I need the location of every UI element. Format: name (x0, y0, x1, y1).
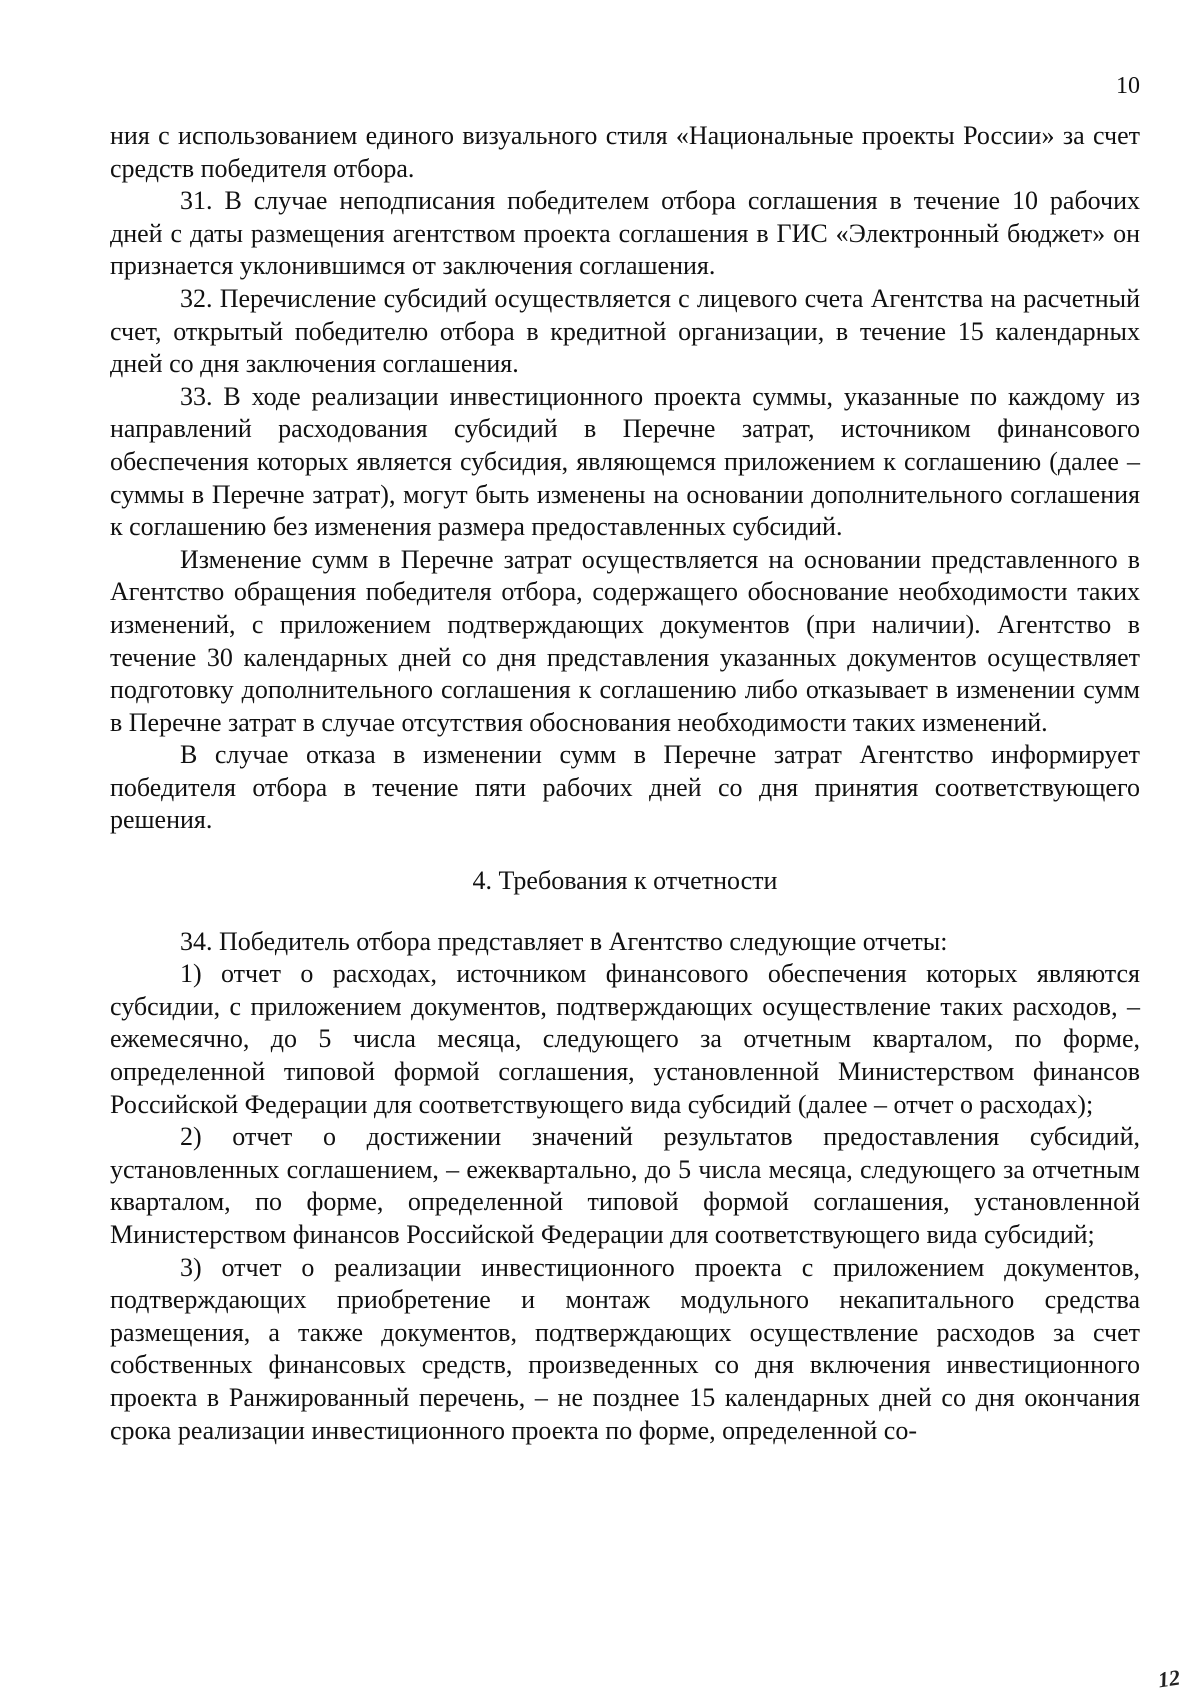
paragraph-report-1: 1) отчет о расходах, источником финансового обеспечения которых являются субсидии, с приложением документов, подтверждающих осуществление таких расходов, – ежемесячно, до 5 числа месяца, следующего за отчетным кварталом, по форме, определенной типовой формой соглашения, установленной Министерством финансов Российской Федерации для соответствующего вида субсидий (далее – отчет о расходах); (110, 959, 1140, 1119)
paragraph-report-3: 3) отчет о реализации инвестиционного проекта с приложением документов, подтверждающих приобретение и монтаж модульного некапитального средства размещения, а также документов, подтверждающих осуществление расходов за счет собственных финансовых средств, произведенных со дня включения инвестиционного проекта в Ранжированный перечень, – не позднее 15 календарных дней со дня окончания срока реализации инвестиционного проекта по форме, определенной со- (110, 1252, 1140, 1445)
paragraph-item-32: 32. Перечисление субсидий осуществляется с лицевого счета Агентства на расчетный счет, открытый победителю отбора в кредитной организации, в течение 15 календарных дней со дня заключения соглашения. (110, 283, 1140, 379)
paragraph-amount-change: Изменение сумм в Перечне затрат осуществляется на основании представленного в Агентство обращения победителя отбора, содержащего обоснование необходимости таких изменений, с приложением подтверждающих документов (при наличии). Агентство в течение 30 календарных дней со дня представления указанных документов осуществляет подготовку дополнительного соглашения к соглашению либо отказывает в изменении сумм в Перечне затрат в случае отсутствия обоснования необходимости таких изменений. (110, 544, 1140, 737)
paragraph-continuation: ния с использованием единого визуального стиля «Национальные проекты России» за счет средств победителя отбора. (110, 121, 1140, 183)
handwritten-page-mark: 12 (1156, 1664, 1182, 1693)
paragraph-item-31: 31. В случае неподписания победителем отбора соглашения в течение 10 рабочих дней с даты размещения агентством проекта соглашения в ГИС «Электронный бюджет» он признается уклонившимся от заключения соглашения. (110, 186, 1140, 281)
paragraph-item-33: 33. В ходе реализации инвестиционного проекта суммы, указанные по каждому из направлений расходования субсидий в Перечне затрат, источником финансового обеспечения которых является субсидия, являющемся приложением к соглашению (далее – суммы в Перечне затрат), могут быть изменены на основании дополнительного соглашения к соглашению без изменения размера предоставленных субсидий. (110, 381, 1140, 542)
section-heading: 4. Требования к отчетности (472, 866, 778, 896)
paragraph-item-34: 34. Победитель отбора представляет в Агентство следующие отчеты: (180, 926, 948, 956)
paragraph-report-2: 2) отчет о достижении значений результатов предоставления субсидий, установленных соглашением, – ежеквартально, до 5 числа месяца, следующего за отчетным кварталом, по форме, определенной типовой формой соглашения, установленной Министерством финансов Российской Федерации для соответствующего вида субсидий; (110, 1122, 1140, 1249)
document-body (110, 120, 1140, 1447)
page-number: 10 (1116, 73, 1140, 99)
paragraph-refusal: В случае отказа в изменении сумм в Перечне затрат Агентство информирует победителя отбора в течение пяти рабочих дней со дня принятия соответствующего решения. (110, 740, 1140, 835)
document-page (110, 0, 1140, 1697)
